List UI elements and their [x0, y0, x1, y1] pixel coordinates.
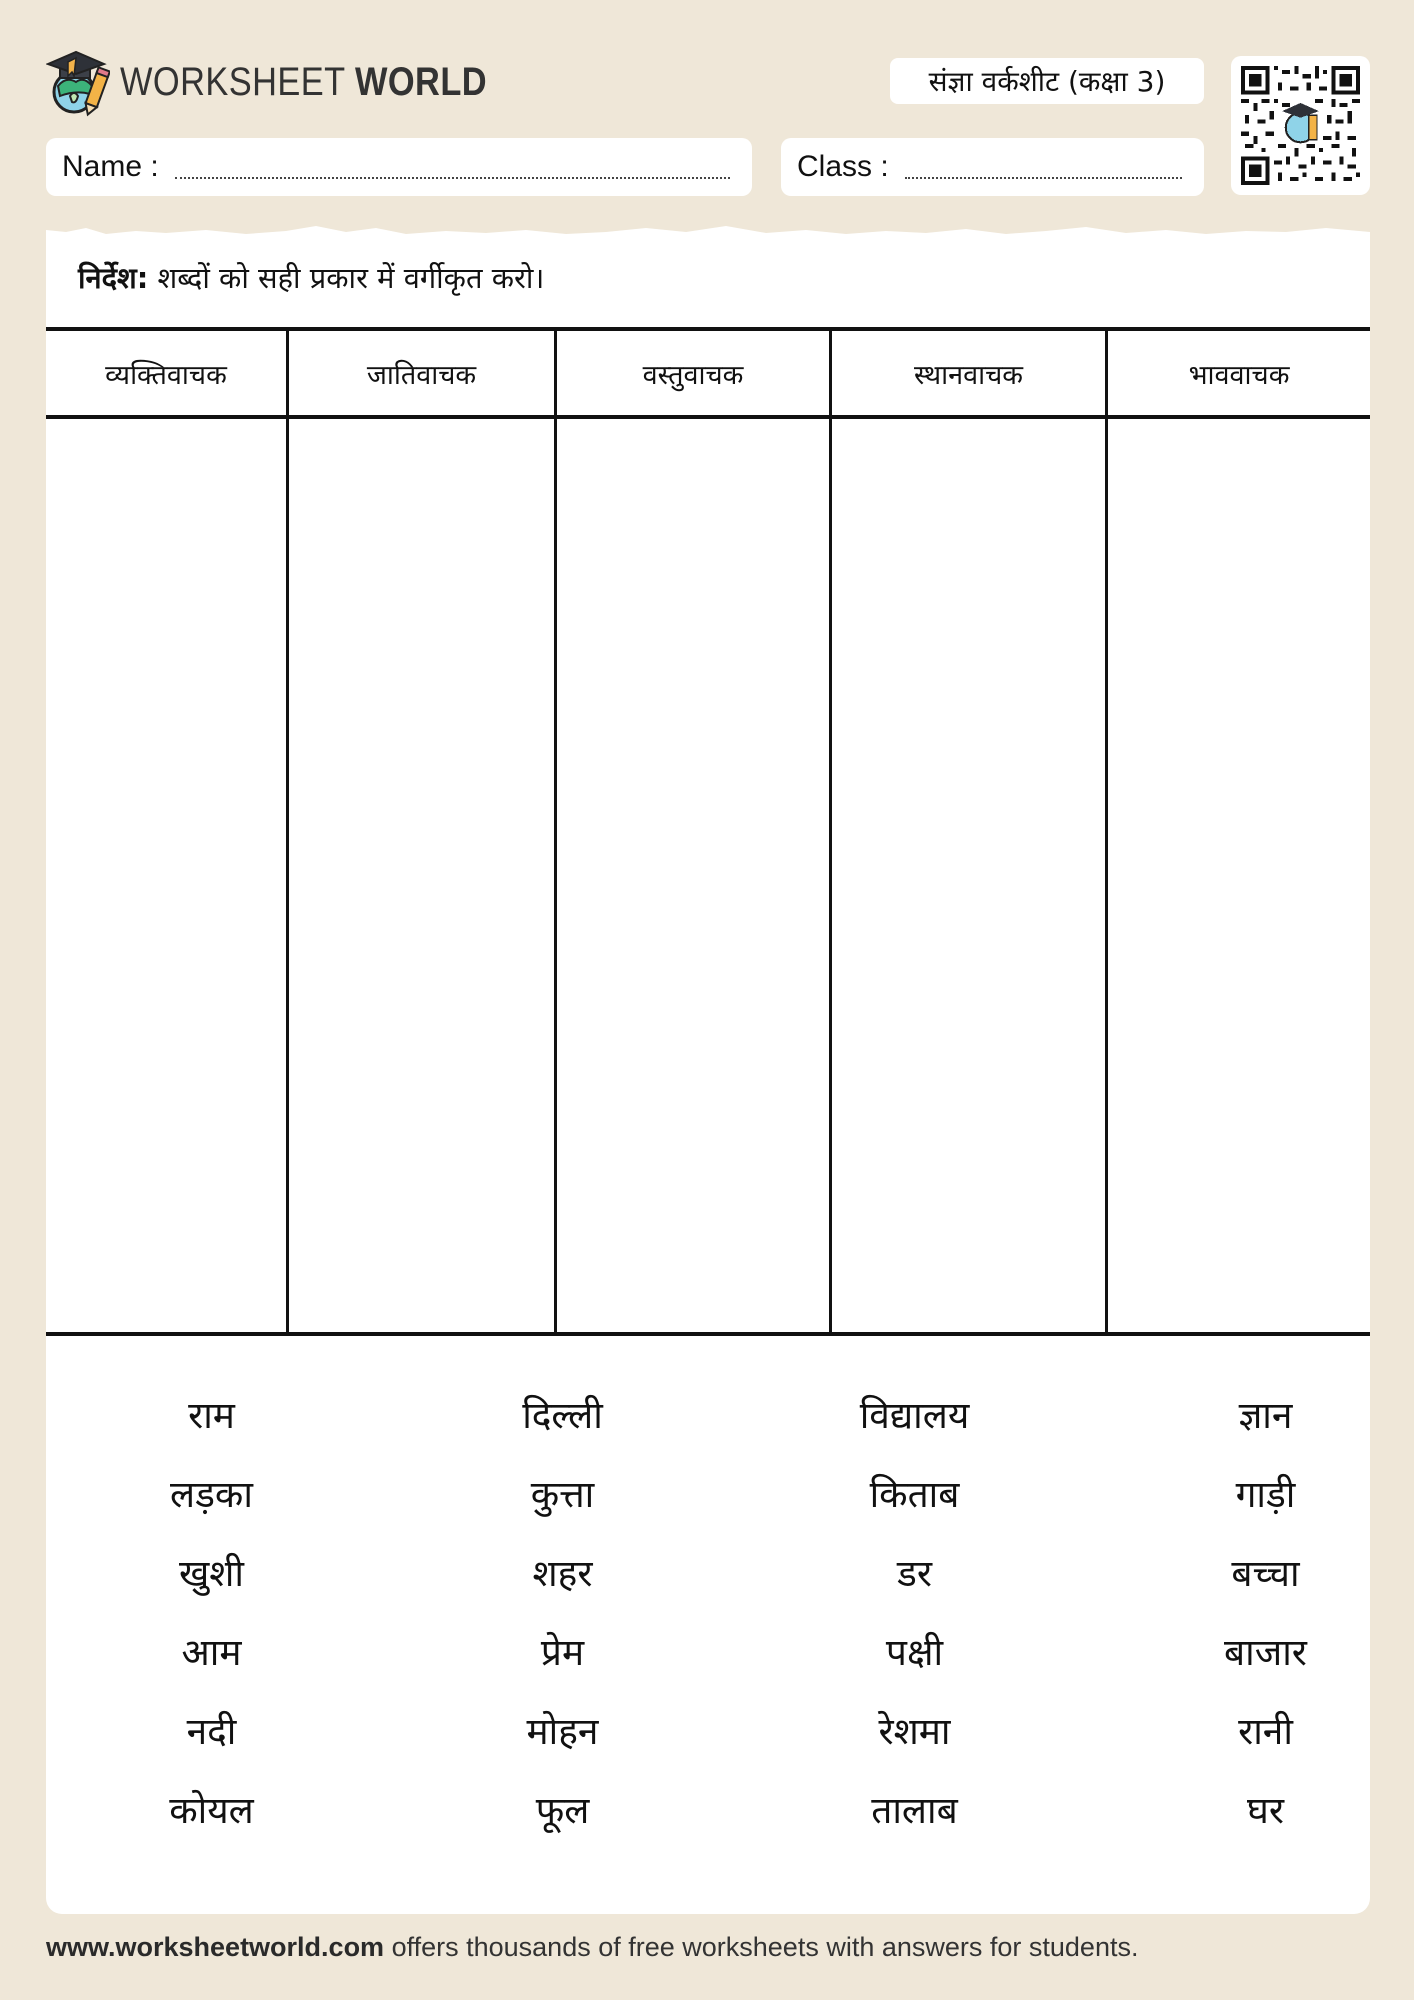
name-writing-line[interactable]	[175, 177, 730, 179]
word-bank-column	[397, 1376, 728, 1850]
word-item: आम	[181, 1631, 242, 1674]
brand-name	[120, 60, 487, 105]
word-item: रेशमा	[878, 1710, 951, 1753]
worksheet-title-text: संज्ञा वर्कशीट (कक्षा 3)	[928, 65, 1166, 98]
word-item: प्रेम	[540, 1631, 585, 1674]
word-bank-column	[1100, 1376, 1414, 1850]
word-item: नदी	[186, 1710, 237, 1753]
footer	[46, 1932, 1138, 1963]
word-item: शहर	[532, 1552, 593, 1595]
column-header: व्यक्तिवाचक	[46, 331, 286, 419]
word-item: गाड़ी	[1235, 1473, 1296, 1516]
column-header: जातिवाचक	[289, 331, 554, 419]
footer-site-link[interactable]: www.worksheetworld.com	[46, 1932, 385, 1962]
word-item: खुशी	[178, 1552, 244, 1595]
word-item: लड़का	[170, 1473, 253, 1516]
word-item: दिल्ली	[522, 1394, 603, 1437]
word-item: राम	[188, 1394, 235, 1437]
class-writing-line[interactable]	[905, 177, 1182, 179]
qr-code-icon	[1241, 66, 1360, 185]
word-item: डर	[897, 1552, 932, 1595]
word-item: बाजार	[1224, 1631, 1307, 1674]
table-column-abstract-noun[interactable]	[1108, 331, 1370, 1332]
column-header: भाववाचक	[1108, 331, 1370, 419]
brand-name-bold: WORLD	[354, 59, 488, 104]
word-bank-column	[46, 1376, 377, 1850]
class-label: Class :	[797, 150, 889, 183]
qr-code	[1231, 56, 1370, 195]
word-item: मोहन	[526, 1710, 599, 1753]
footer-text: offers thousands of free worksheets with answers for students.	[384, 1932, 1139, 1962]
table-column-common-noun[interactable]	[289, 331, 557, 1332]
instructions-label: निर्देश:	[78, 261, 149, 295]
word-item: पक्षी	[885, 1631, 944, 1674]
column-header: वस्तुवाचक	[557, 331, 829, 419]
word-bank-column	[749, 1376, 1080, 1850]
word-item: फूल	[535, 1789, 590, 1832]
class-field[interactable]	[781, 138, 1204, 196]
name-field[interactable]	[46, 138, 752, 196]
instructions-text: शब्दों को सही प्रकार में वर्गीकृत करो।	[157, 261, 545, 295]
word-item: कुत्ता	[530, 1473, 595, 1516]
word-item: ज्ञान	[1238, 1394, 1293, 1437]
brand-logo	[46, 44, 547, 120]
brand-name-light: WORKSHEET	[120, 59, 345, 104]
word-item: बच्चा	[1231, 1552, 1300, 1595]
name-label: Name :	[62, 150, 159, 183]
table-column-material-noun[interactable]	[557, 331, 832, 1332]
worksheet-card	[46, 238, 1370, 1914]
worksheet-title	[890, 58, 1204, 104]
sorting-table	[46, 327, 1370, 1336]
word-item: विद्यालय	[859, 1394, 970, 1437]
word-item: किताब	[869, 1473, 960, 1516]
column-header: स्थानवाचक	[832, 331, 1105, 419]
word-item: कोयल	[169, 1789, 254, 1832]
instructions	[78, 258, 544, 297]
word-item: तालाब	[871, 1789, 958, 1832]
word-item: रानी	[1238, 1710, 1293, 1753]
graduation-globe-icon	[46, 46, 110, 118]
table-column-proper-noun[interactable]	[46, 331, 289, 1332]
table-column-place-noun[interactable]	[832, 331, 1108, 1332]
word-item: घर	[1247, 1789, 1284, 1832]
